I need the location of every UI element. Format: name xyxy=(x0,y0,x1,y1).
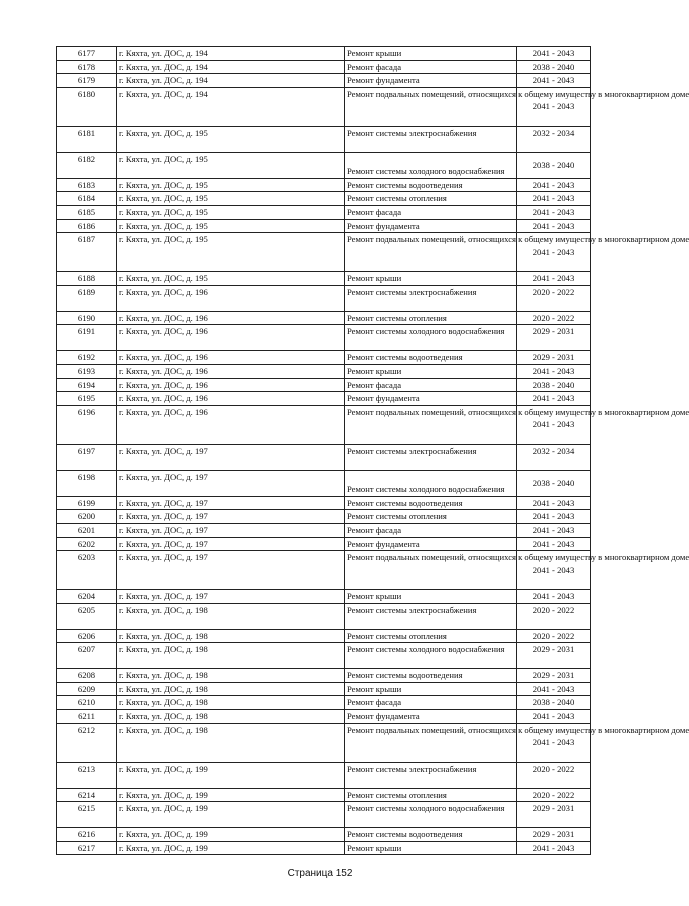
address-cell: г. Кяхта, ул. ДОС, д. 199 xyxy=(117,762,345,788)
row-number-cell: 6180 xyxy=(57,87,117,126)
row-number-cell: 6213 xyxy=(57,762,117,788)
address-cell: г. Кяхта, ул. ДОС, д. 198 xyxy=(117,696,345,710)
period-cell: 2041 - 2043 xyxy=(517,496,591,510)
row-number-cell: 6215 xyxy=(57,802,117,828)
period-cell: 2041 - 2043 xyxy=(517,841,591,855)
work-type-cell: Ремонт системы холодного водоснабжения xyxy=(345,325,517,351)
row-number-cell: 6207 xyxy=(57,643,117,669)
row-number-cell: 6185 xyxy=(57,205,117,219)
work-type-cell: Ремонт системы электроснабжения xyxy=(345,126,517,152)
period-cell: 2038 - 2040 xyxy=(517,470,591,496)
row-number-cell: 6214 xyxy=(57,788,117,802)
address-cell: г. Кяхта, ул. ДОС, д. 198 xyxy=(117,710,345,724)
table-row xyxy=(57,496,591,510)
work-type-cell: Ремонт системы водоотведения xyxy=(345,828,517,842)
table-row xyxy=(57,60,591,74)
address-cell: г. Кяхта, ул. ДОС, д. 198 xyxy=(117,629,345,643)
work-type-cell: Ремонт системы электроснабжения xyxy=(345,285,517,311)
address-cell: г. Кяхта, ул. ДОС, д. 197 xyxy=(117,551,345,590)
row-number-cell: 6197 xyxy=(57,444,117,470)
period-cell: 2041 - 2043 xyxy=(517,405,591,444)
work-type-cell: Ремонт крыши xyxy=(345,272,517,286)
table-row xyxy=(57,285,591,311)
row-number-cell: 6211 xyxy=(57,710,117,724)
period-cell: 2032 - 2034 xyxy=(517,444,591,470)
table-row xyxy=(57,682,591,696)
row-number-cell: 6216 xyxy=(57,828,117,842)
address-cell: г. Кяхта, ул. ДОС, д. 194 xyxy=(117,60,345,74)
address-cell: г. Кяхта, ул. ДОС, д. 196 xyxy=(117,311,345,325)
work-type-cell: Ремонт системы электроснабжения xyxy=(345,444,517,470)
row-number-cell: 6202 xyxy=(57,537,117,551)
row-number-cell: 6203 xyxy=(57,551,117,590)
work-type-cell: Ремонт системы отопления xyxy=(345,192,517,206)
work-type-cell: Ремонт системы холодного водоснабжения xyxy=(345,470,517,496)
table-row xyxy=(57,311,591,325)
table-row xyxy=(57,205,591,219)
table-row xyxy=(57,629,591,643)
work-type-cell: Ремонт фундамента xyxy=(345,74,517,88)
period-cell: 2041 - 2043 xyxy=(517,523,591,537)
address-cell: г. Кяхта, ул. ДОС, д. 196 xyxy=(117,325,345,351)
work-type-cell: Ремонт крыши xyxy=(345,682,517,696)
table-row xyxy=(57,126,591,152)
period-cell: 2020 - 2022 xyxy=(517,762,591,788)
period-cell: 2041 - 2043 xyxy=(517,87,591,126)
work-type-cell: Ремонт фасада xyxy=(345,378,517,392)
row-number-cell: 6198 xyxy=(57,470,117,496)
table-row xyxy=(57,364,591,378)
period-cell: 2041 - 2043 xyxy=(517,74,591,88)
period-cell: 2029 - 2031 xyxy=(517,669,591,683)
address-cell: г. Кяхта, ул. ДОС, д. 194 xyxy=(117,87,345,126)
row-number-cell: 6200 xyxy=(57,510,117,524)
address-cell: г. Кяхта, ул. ДОС, д. 197 xyxy=(117,444,345,470)
work-type-cell: Ремонт фасада xyxy=(345,523,517,537)
work-type-cell: Ремонт системы отопления xyxy=(345,311,517,325)
page-number: Страница 152 xyxy=(287,868,353,879)
row-number-cell: 6201 xyxy=(57,523,117,537)
period-cell: 2041 - 2043 xyxy=(517,219,591,233)
table-row xyxy=(57,192,591,206)
row-number-cell: 6191 xyxy=(57,325,117,351)
address-cell: г. Кяхта, ул. ДОС, д. 196 xyxy=(117,285,345,311)
table-row xyxy=(57,378,591,392)
row-number-cell: 6210 xyxy=(57,696,117,710)
period-cell: 2029 - 2031 xyxy=(517,351,591,365)
table-row xyxy=(57,87,591,126)
row-number-cell: 6177 xyxy=(57,47,117,61)
address-cell: г. Кяхта, ул. ДОС, д. 197 xyxy=(117,590,345,604)
row-number-cell: 6192 xyxy=(57,351,117,365)
table-row xyxy=(57,47,591,61)
table-body xyxy=(57,47,689,855)
table-row xyxy=(57,643,591,669)
row-number-cell: 6189 xyxy=(57,285,117,311)
row-number-cell: 6182 xyxy=(57,152,117,178)
row-number-cell: 6195 xyxy=(57,392,117,406)
work-type-cell: Ремонт крыши xyxy=(345,47,517,61)
table-row xyxy=(57,802,591,828)
work-type-cell: Ремонт системы отопления xyxy=(345,510,517,524)
address-cell: г. Кяхта, ул. ДОС, д. 196 xyxy=(117,405,345,444)
work-type-cell: Ремонт системы отопления xyxy=(345,788,517,802)
row-number-cell: 6186 xyxy=(57,219,117,233)
table-row xyxy=(57,696,591,710)
address-cell: г. Кяхта, ул. ДОС, д. 195 xyxy=(117,272,345,286)
period-cell: 2041 - 2043 xyxy=(517,510,591,524)
table-row xyxy=(57,841,591,855)
row-number-cell: 6208 xyxy=(57,669,117,683)
work-type-cell: Ремонт подвальных помещений, относящихся к общему имуществу в многоквартирном доме xyxy=(345,551,517,590)
period-cell: 2041 - 2043 xyxy=(517,272,591,286)
table-row xyxy=(57,470,591,496)
table-row xyxy=(57,351,591,365)
period-cell: 2038 - 2040 xyxy=(517,60,591,74)
work-type-cell: Ремонт фасада xyxy=(345,205,517,219)
work-type-cell: Ремонт фундамента xyxy=(345,537,517,551)
row-number-cell: 6187 xyxy=(57,233,117,272)
row-number-cell: 6217 xyxy=(57,841,117,855)
address-cell: г. Кяхта, ул. ДОС, д. 197 xyxy=(117,537,345,551)
work-type-cell: Ремонт системы холодного водоснабжения xyxy=(345,643,517,669)
period-cell: 2041 - 2043 xyxy=(517,537,591,551)
address-cell: г. Кяхта, ул. ДОС, д. 196 xyxy=(117,392,345,406)
table-row xyxy=(57,828,591,842)
period-cell: 2029 - 2031 xyxy=(517,828,591,842)
address-cell: г. Кяхта, ул. ДОС, д. 197 xyxy=(117,496,345,510)
work-type-cell: Ремонт подвальных помещений, относящихся к общему имуществу в многоквартирном доме xyxy=(345,723,517,762)
period-cell: 2041 - 2043 xyxy=(517,47,591,61)
row-number-cell: 6184 xyxy=(57,192,117,206)
table-row xyxy=(57,74,591,88)
period-cell: 2041 - 2043 xyxy=(517,590,591,604)
period-cell: 2032 - 2034 xyxy=(517,126,591,152)
table-row xyxy=(57,219,591,233)
period-cell: 2041 - 2043 xyxy=(517,710,591,724)
address-cell: г. Кяхта, ул. ДОС, д. 198 xyxy=(117,603,345,629)
address-cell: г. Кяхта, ул. ДОС, д. 196 xyxy=(117,364,345,378)
address-cell: г. Кяхта, ул. ДОС, д. 195 xyxy=(117,152,345,178)
address-cell: г. Кяхта, ул. ДОС, д. 195 xyxy=(117,178,345,192)
work-type-cell: Ремонт системы электроснабжения xyxy=(345,603,517,629)
table-row xyxy=(57,710,591,724)
table-row xyxy=(57,272,591,286)
row-number-cell: 6183 xyxy=(57,178,117,192)
work-type-cell: Ремонт системы водоотведения xyxy=(345,669,517,683)
period-cell: 2041 - 2043 xyxy=(517,723,591,762)
address-cell: г. Кяхта, ул. ДОС, д. 198 xyxy=(117,723,345,762)
row-number-cell: 6209 xyxy=(57,682,117,696)
period-cell: 2020 - 2022 xyxy=(517,311,591,325)
period-cell: 2020 - 2022 xyxy=(517,285,591,311)
table-row xyxy=(57,510,591,524)
address-cell: г. Кяхта, ул. ДОС, д. 199 xyxy=(117,828,345,842)
period-cell: 2041 - 2043 xyxy=(517,178,591,192)
work-type-cell: Ремонт подвальных помещений, относящихся к общему имуществу в многоквартирном доме xyxy=(345,405,517,444)
work-type-cell: Ремонт системы холодного водоснабжения xyxy=(345,152,517,178)
address-cell: г. Кяхта, ул. ДОС, д. 194 xyxy=(117,74,345,88)
table-row xyxy=(57,762,591,788)
table-row xyxy=(57,152,591,178)
period-cell: 2041 - 2043 xyxy=(517,392,591,406)
work-type-cell: Ремонт крыши xyxy=(345,841,517,855)
work-type-cell: Ремонт крыши xyxy=(345,590,517,604)
address-cell: г. Кяхта, ул. ДОС, д. 199 xyxy=(117,802,345,828)
row-number-cell: 6212 xyxy=(57,723,117,762)
work-type-cell: Ремонт системы водоотведения xyxy=(345,496,517,510)
address-cell: г. Кяхта, ул. ДОС, д. 199 xyxy=(117,841,345,855)
work-type-cell: Ремонт подвальных помещений, относящихся к общему имуществу в многоквартирном доме xyxy=(345,87,517,126)
table-row xyxy=(57,444,591,470)
address-cell: г. Кяхта, ул. ДОС, д. 196 xyxy=(117,351,345,365)
row-number-cell: 6205 xyxy=(57,603,117,629)
address-cell: г. Кяхта, ул. ДОС, д. 197 xyxy=(117,470,345,496)
work-type-cell: Ремонт фасада xyxy=(345,696,517,710)
table-row xyxy=(57,723,591,762)
work-type-cell: Ремонт системы водоотведения xyxy=(345,178,517,192)
address-cell: г. Кяхта, ул. ДОС, д. 194 xyxy=(117,47,345,61)
work-type-cell: Ремонт фасада xyxy=(345,60,517,74)
period-cell: 2020 - 2022 xyxy=(517,788,591,802)
period-cell: 2029 - 2031 xyxy=(517,802,591,828)
table-row xyxy=(57,537,591,551)
table-row xyxy=(57,523,591,537)
period-cell: 2038 - 2040 xyxy=(517,378,591,392)
row-number-cell: 6194 xyxy=(57,378,117,392)
row-number-cell: 6206 xyxy=(57,629,117,643)
address-cell: г. Кяхта, ул. ДОС, д. 197 xyxy=(117,510,345,524)
row-number-cell: 6181 xyxy=(57,126,117,152)
work-type-cell: Ремонт системы электроснабжения xyxy=(345,762,517,788)
row-number-cell: 6188 xyxy=(57,272,117,286)
work-type-cell: Ремонт системы холодного водоснабжения xyxy=(345,802,517,828)
period-cell: 2038 - 2040 xyxy=(517,152,591,178)
address-cell: г. Кяхта, ул. ДОС, д. 199 xyxy=(117,788,345,802)
period-cell: 2041 - 2043 xyxy=(517,364,591,378)
row-number-cell: 6196 xyxy=(57,405,117,444)
address-cell: г. Кяхта, ул. ДОС, д. 195 xyxy=(117,126,345,152)
address-cell: г. Кяхта, ул. ДОС, д. 198 xyxy=(117,643,345,669)
row-number-cell: 6199 xyxy=(57,496,117,510)
work-type-cell: Ремонт крыши xyxy=(345,364,517,378)
table-row xyxy=(57,325,591,351)
row-number-cell: 6179 xyxy=(57,74,117,88)
work-type-cell: Ремонт подвальных помещений, относящихся к общему имуществу в многоквартирном доме xyxy=(345,233,517,272)
address-cell: г. Кяхта, ул. ДОС, д. 195 xyxy=(117,219,345,233)
period-cell: 2020 - 2022 xyxy=(517,629,591,643)
address-cell: г. Кяхта, ул. ДОС, д. 198 xyxy=(117,669,345,683)
table-row xyxy=(57,392,591,406)
row-number-cell: 6190 xyxy=(57,311,117,325)
address-cell: г. Кяхта, ул. ДОС, д. 195 xyxy=(117,192,345,206)
table-row xyxy=(57,551,591,590)
period-cell: 2041 - 2043 xyxy=(517,233,591,272)
work-type-cell: Ремонт системы водоотведения xyxy=(345,351,517,365)
period-cell: 2041 - 2043 xyxy=(517,192,591,206)
table-row xyxy=(57,178,591,192)
table-row xyxy=(57,405,591,444)
table-row xyxy=(57,233,591,272)
work-type-cell: Ремонт системы отопления xyxy=(345,629,517,643)
period-cell: 2041 - 2043 xyxy=(517,205,591,219)
period-cell: 2020 - 2022 xyxy=(517,603,591,629)
row-number-cell: 6178 xyxy=(57,60,117,74)
work-type-cell: Ремонт фундамента xyxy=(345,710,517,724)
address-cell: г. Кяхта, ул. ДОС, д. 196 xyxy=(117,378,345,392)
work-type-cell: Ремонт фундамента xyxy=(345,392,517,406)
period-cell: 2041 - 2043 xyxy=(517,682,591,696)
repair-schedule-table xyxy=(56,46,689,855)
row-number-cell: 6193 xyxy=(57,364,117,378)
period-cell: 2038 - 2040 xyxy=(517,696,591,710)
work-type-cell: Ремонт фундамента xyxy=(345,219,517,233)
period-cell: 2041 - 2043 xyxy=(517,551,591,590)
address-cell: г. Кяхта, ул. ДОС, д. 198 xyxy=(117,682,345,696)
row-number-cell: 6204 xyxy=(57,590,117,604)
table-row xyxy=(57,603,591,629)
period-cell: 2029 - 2031 xyxy=(517,325,591,351)
address-cell: г. Кяхта, ул. ДОС, д. 195 xyxy=(117,233,345,272)
table-row xyxy=(57,669,591,683)
address-cell: г. Кяхта, ул. ДОС, д. 197 xyxy=(117,523,345,537)
table-row xyxy=(57,590,591,604)
table-row xyxy=(57,788,591,802)
address-cell: г. Кяхта, ул. ДОС, д. 195 xyxy=(117,205,345,219)
period-cell: 2029 - 2031 xyxy=(517,643,591,669)
